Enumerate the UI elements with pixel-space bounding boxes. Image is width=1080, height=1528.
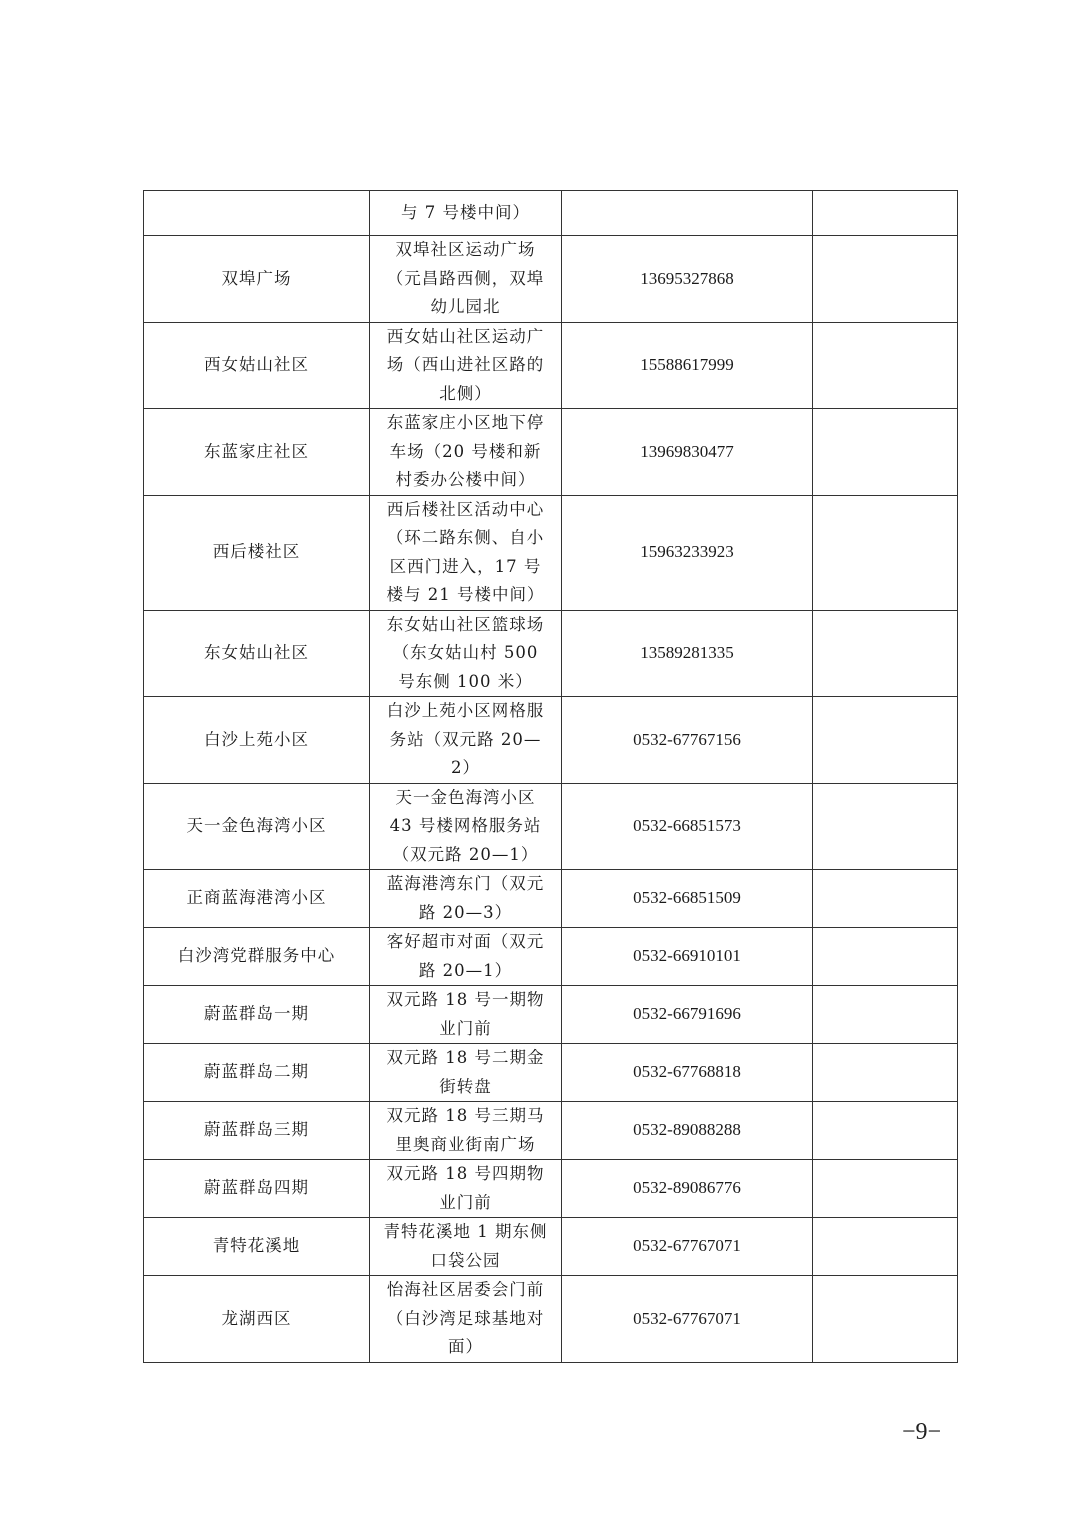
site-name: 蔚蓝群岛四期 bbox=[144, 1160, 370, 1218]
site-name: 龙湖西区 bbox=[144, 1276, 370, 1363]
table-row bbox=[144, 783, 958, 870]
site-phone: 0532-89086776 bbox=[562, 1160, 813, 1218]
site-name: 白沙上苑小区 bbox=[144, 697, 370, 784]
site-phone: 0532-66851573 bbox=[562, 783, 813, 870]
site-location: 双元路 18 号三期马里奥商业街南广场 bbox=[370, 1102, 562, 1160]
site-note bbox=[813, 697, 958, 784]
site-note bbox=[813, 870, 958, 928]
site-location: 双元路 18 号一期物业门前 bbox=[370, 986, 562, 1044]
site-name: 西女姑山社区 bbox=[144, 322, 370, 409]
page-number: −9− bbox=[902, 1419, 942, 1445]
table-row bbox=[144, 1276, 958, 1363]
site-note bbox=[813, 783, 958, 870]
site-phone: 0532-89088288 bbox=[562, 1102, 813, 1160]
table-row bbox=[144, 986, 958, 1044]
site-note bbox=[813, 236, 958, 323]
table-row bbox=[144, 1218, 958, 1276]
site-name: 蔚蓝群岛一期 bbox=[144, 986, 370, 1044]
site-name: 青特花溪地 bbox=[144, 1218, 370, 1276]
site-note bbox=[813, 495, 958, 610]
table-row bbox=[144, 495, 958, 610]
table-row bbox=[144, 1044, 958, 1102]
table-row bbox=[144, 236, 958, 323]
site-phone: 15963233923 bbox=[562, 495, 813, 610]
site-phone: 0532-67767071 bbox=[562, 1218, 813, 1276]
table-row bbox=[144, 697, 958, 784]
site-name: 白沙湾党群服务中心 bbox=[144, 928, 370, 986]
site-note bbox=[813, 1044, 958, 1102]
site-name: 西后楼社区 bbox=[144, 495, 370, 610]
site-name: 东蓝家庄社区 bbox=[144, 409, 370, 496]
site-phone: 0532-67768818 bbox=[562, 1044, 813, 1102]
site-name bbox=[144, 191, 370, 236]
site-note bbox=[813, 322, 958, 409]
site-phone: 0532-66791696 bbox=[562, 986, 813, 1044]
site-location: 白沙上苑小区网格服务站（双元路 20—2） bbox=[370, 697, 562, 784]
site-phone: 0532-67767071 bbox=[562, 1276, 813, 1363]
site-location: 东蓝家庄小区地下停车场（20 号楼和新村委办公楼中间） bbox=[370, 409, 562, 496]
table-row bbox=[144, 1102, 958, 1160]
table-row bbox=[144, 870, 958, 928]
site-note bbox=[813, 191, 958, 236]
table-row bbox=[144, 610, 958, 697]
site-location: 双元路 18 号四期物业门前 bbox=[370, 1160, 562, 1218]
table-row bbox=[144, 409, 958, 496]
site-phone bbox=[562, 191, 813, 236]
site-phone: 15588617999 bbox=[562, 322, 813, 409]
table-row bbox=[144, 191, 958, 236]
site-location: 天一金色海湾小区 43 号楼网格服务站（双元路 20—1） bbox=[370, 783, 562, 870]
site-location: 西后楼社区活动中心（环二路东侧、自小区西门进入，17 号楼与 21 号楼中间） bbox=[370, 495, 562, 610]
site-name: 正商蓝海港湾小区 bbox=[144, 870, 370, 928]
site-location: 怡海社区居委会门前（白沙湾足球基地对面） bbox=[370, 1276, 562, 1363]
site-location: 蓝海港湾东门（双元路 20—3） bbox=[370, 870, 562, 928]
site-name: 蔚蓝群岛二期 bbox=[144, 1044, 370, 1102]
site-location: 西女姑山社区运动广场（西山进社区路的北侧） bbox=[370, 322, 562, 409]
site-name: 东女姑山社区 bbox=[144, 610, 370, 697]
site-location: 双元路 18 号二期金街转盘 bbox=[370, 1044, 562, 1102]
site-name: 双埠广场 bbox=[144, 236, 370, 323]
site-name: 天一金色海湾小区 bbox=[144, 783, 370, 870]
site-note bbox=[813, 1276, 958, 1363]
site-location: 双埠社区运动广场（元昌路西侧，双埠幼儿园北 bbox=[370, 236, 562, 323]
site-location: 与 7 号楼中间） bbox=[370, 191, 562, 236]
site-phone: 0532-67767156 bbox=[562, 697, 813, 784]
site-location: 东女姑山社区篮球场（东女姑山村 500 号东侧 100 米） bbox=[370, 610, 562, 697]
table-row bbox=[144, 1160, 958, 1218]
site-phone: 0532-66910101 bbox=[562, 928, 813, 986]
site-note bbox=[813, 986, 958, 1044]
site-note bbox=[813, 928, 958, 986]
site-note bbox=[813, 1102, 958, 1160]
site-name: 蔚蓝群岛三期 bbox=[144, 1102, 370, 1160]
site-phone: 13589281335 bbox=[562, 610, 813, 697]
site-phone: 13969830477 bbox=[562, 409, 813, 496]
table-row bbox=[144, 322, 958, 409]
table-row bbox=[144, 928, 958, 986]
site-note bbox=[813, 1160, 958, 1218]
site-location: 青特花溪地 1 期东侧口袋公园 bbox=[370, 1218, 562, 1276]
sites-table bbox=[143, 190, 958, 1363]
site-note bbox=[813, 409, 958, 496]
site-note bbox=[813, 610, 958, 697]
site-phone: 13695327868 bbox=[562, 236, 813, 323]
site-note bbox=[813, 1218, 958, 1276]
site-location: 客好超市对面（双元路 20—1） bbox=[370, 928, 562, 986]
site-phone: 0532-66851509 bbox=[562, 870, 813, 928]
